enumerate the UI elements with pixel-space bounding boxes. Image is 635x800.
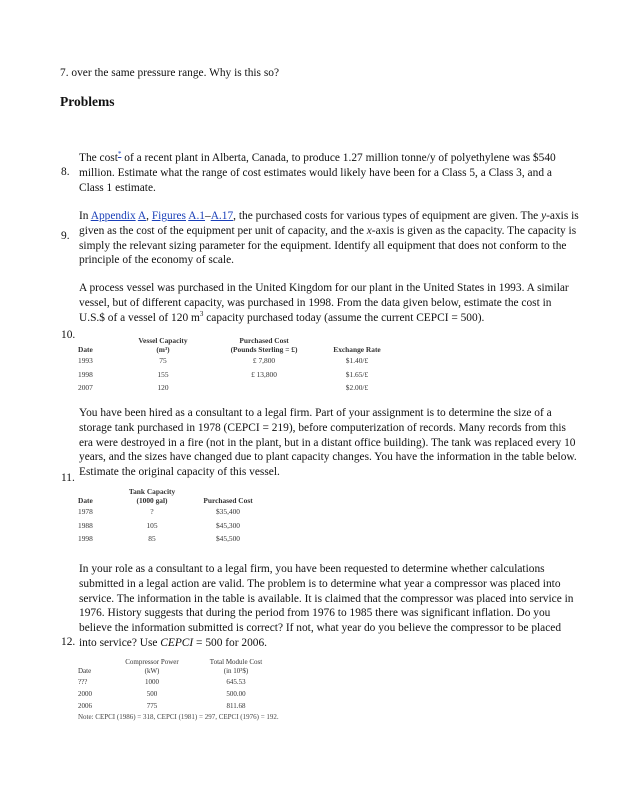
table-row: ??? 1000 645.53 (78, 678, 246, 686)
table-row: 1993 75 £ 7,800 $1.40/£ (78, 356, 369, 365)
problem-11-number: 11. (61, 472, 75, 484)
table-row: 1998 85 $45,500 (78, 534, 241, 543)
problem-10-number: 10. (61, 329, 76, 341)
table-row: 2000 500 500.00 (78, 690, 246, 698)
compressor-table (78, 658, 282, 712)
problem-11-text: You have been hired as a consultant to a legal firm. Part of your assignment is to determine the size of a storage tank purchased in 1978 (CEPCI = 219), before computerization of records. Many records from this era were destroyed in a fire (not in the plant, but in a distant office building). The tank was replaced every 10 years, and the sizes have changed due to plant capacity changes. You have the information in the table below. Estimate the original capacity of this vessel. (79, 407, 577, 479)
th-tank-capacity: Tank Capacity (1000 gal) (128, 487, 176, 505)
problem-9-text-8: -axis is given as the capacity. The capacity is simply the relevant sizing parameter for the equipment. Identify all equipment that does not conform to the principle of the economy of scale. (79, 224, 577, 267)
footnote-link[interactable]: * (117, 150, 122, 159)
section-title: Problems (60, 94, 115, 109)
problem-9-number: 9. (61, 230, 70, 242)
th-date: Date (78, 345, 93, 354)
problem-12-text-b: = 500 for 2006. (193, 636, 268, 649)
question-7-text: over the same pressure range. Why is this so? (71, 67, 280, 79)
problem-12-text (79, 562, 579, 651)
y-variable: y (541, 210, 547, 222)
table-row: 1978 ? $35,400 (78, 507, 241, 516)
cubic-superscript: 3 (199, 309, 204, 318)
problem-8-text (79, 151, 579, 195)
problem-9-text-6: , the purchased costs for various types of equipment are given. The (233, 210, 542, 222)
cepci-term: CEPCI (160, 636, 194, 649)
problem-9-text-3: , (146, 210, 152, 222)
problem-12-text-a: In your role as a consultant to a legal firm, you have been requested to determine whether calculations submitted in a legal action are valid. The problem is to determine what year a compressor was placed into service. The information in the table is available. It is claimed that the compressor was placed into service in 1976. History suggests that during the period from 1976 to 1985 there was significant inflation. Do you believe the information submitted is correct? If not, what year do you believe the compressor to be placed into service? Use (79, 563, 574, 649)
th-purchased-cost: Purchased Cost (Pounds Sterling = £) (230, 336, 298, 354)
appendix-a-link[interactable]: A (137, 210, 147, 222)
table-row: 2007 120 $2.00/£ (78, 383, 369, 392)
problem-10-text-a: A process vessel was purchased in the United Kingdom for our plant in the United States in 1993. A similar vessel, but of different capacity, was purchased in 1998. From the data given below, estimate the cost in U.S.$ of a vessel of 120 m (79, 282, 569, 324)
th-date: Date (78, 667, 92, 675)
problem-8-text-a: The cost (79, 152, 118, 164)
question-7-number: 7. (60, 67, 69, 79)
problem-10-text-b: capacity purchased today (assume the current CEPCI = 500). (203, 311, 485, 324)
problem-9-text (79, 209, 579, 268)
x-variable: x (366, 224, 372, 237)
table-11 (78, 487, 268, 546)
th-compressor-power: Compressor Power (kW) (125, 658, 179, 675)
problem-8-text-b: of a recent plant in Alberta, Canada, to produce 1.27 million tonne/y of polyethylene was $540 million. Estimate what the range of cost estimates would likely have been for a Class 5, a Class 3, and a Class 1 estimate. (79, 152, 556, 194)
th-date: Date (78, 496, 93, 505)
th-purchased-cost: Purchased Cost (203, 496, 253, 505)
problem-9-text-7: -axis is given as the cost of the equipment per unit of capacity, and the (79, 210, 579, 237)
table-note: Note: CEPCI (1986) = 318, CEPCI (1981) = 297, CEPCI (1976) = 192. (78, 713, 279, 721)
question-7 (60, 66, 580, 81)
problem-9-text-5: – (205, 210, 211, 222)
table-row: 1998 155 £ 13,800 $1.65/£ (78, 369, 369, 379)
th-vessel-capacity: Vessel Capacity (m³) (138, 336, 188, 354)
tank-table (78, 487, 268, 546)
appendix-link[interactable]: Appendix (90, 210, 136, 222)
table-row: 2006 775 811.68 (78, 702, 246, 710)
problem-12-number: 12. (61, 636, 76, 648)
table-10 (78, 336, 398, 395)
figure-a17-link[interactable]: A.17 (210, 210, 234, 222)
table-12 (78, 658, 282, 721)
table-row: 1988 105 $45,300 (78, 520, 241, 530)
problem-8-number: 8. (61, 166, 70, 178)
problem-9-text-1: In (79, 210, 91, 222)
th-total-module-cost: Total Module Cost (in 10³$) (209, 658, 263, 675)
th-exchange-rate: Exchange Rate (333, 345, 381, 354)
figures-link[interactable]: Figures (151, 210, 186, 222)
figure-a1-link[interactable]: A.1 (188, 210, 205, 222)
vessel-table (78, 336, 398, 395)
problem-10-text (79, 281, 579, 325)
